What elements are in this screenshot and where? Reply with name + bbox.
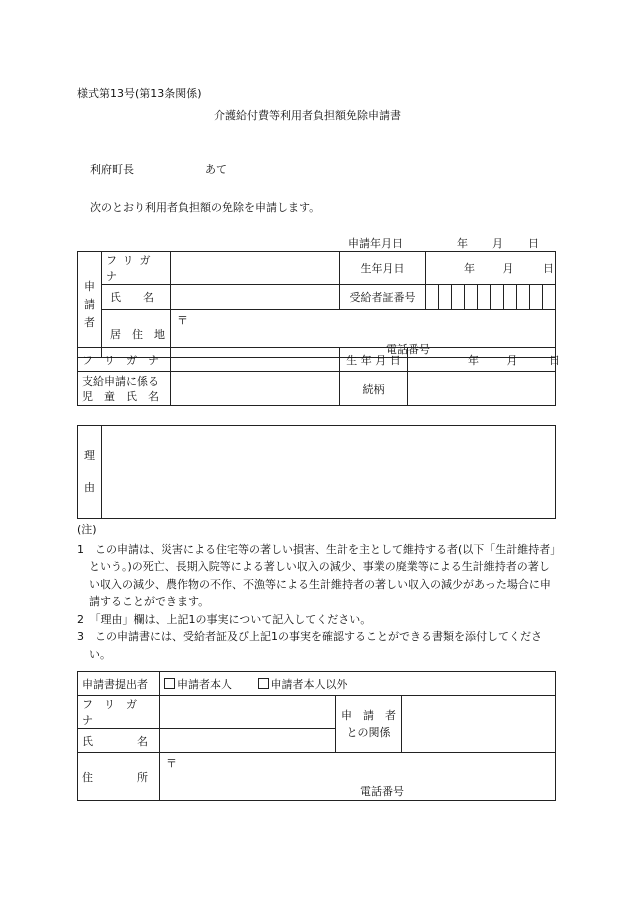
note-item-3: 3 この申請書には、受給者証及び上記1の事実を確認することができる書類を添付してください。 bbox=[77, 630, 542, 661]
checkbox-self bbox=[164, 678, 175, 689]
submitter-label: 申請書提出者 bbox=[78, 672, 160, 696]
submitter-phone-label: 電話番号 bbox=[360, 785, 404, 798]
submitter-name-field[interactable] bbox=[160, 729, 336, 753]
child-table bbox=[77, 347, 560, 406]
applicant-name-field[interactable] bbox=[171, 285, 340, 310]
application-date-day: 日 bbox=[528, 237, 539, 250]
application-date-month: 月 bbox=[492, 237, 503, 250]
submitter-relation-label: 申 請 者 との関係 bbox=[336, 696, 402, 753]
submitter-postal-mark: 〒 bbox=[166, 757, 177, 770]
child-relation-label: 続柄 bbox=[340, 372, 408, 406]
child-name-label: 支給申請に係る 児 童 氏 名 bbox=[78, 372, 171, 406]
reason-table bbox=[77, 425, 556, 519]
application-date-year: 年 bbox=[457, 237, 468, 250]
applicant-address-label: 居 住 地 bbox=[102, 310, 171, 358]
applicant-phone-label: 電話番号 bbox=[386, 343, 430, 356]
cert-number-label: 受給者証番号 bbox=[340, 285, 426, 310]
submitter-furigana-field[interactable] bbox=[160, 696, 336, 729]
applicant-name-label: 氏 名 bbox=[102, 285, 171, 310]
form-title: 介護給付費等利用者負担額免除申請書 bbox=[214, 109, 401, 122]
child-birth-label: 生 年 月 日 bbox=[340, 348, 408, 372]
note-item-2: 2 「理由」欄は、上記1の事実について記入してください。 bbox=[77, 612, 372, 626]
submitter-relation-field[interactable] bbox=[402, 696, 556, 753]
note-item-1: 1 この申請は、災害による住宅等の著しい損害、生計を主として維持する者(以下「生計維持者」という。)の死亡、長期入院等による著しい収入の減少、事業の廃業等による生計維持者の著しい収入の減少、農作物の不作、不漁等による生計維持者の著しい収入の減少があった場合に申請することができます。 bbox=[77, 542, 556, 608]
applicant-birth-label: 生年月日 bbox=[340, 252, 426, 285]
notes-section bbox=[77, 521, 557, 663]
checkbox-other bbox=[258, 678, 269, 689]
applicant-birth-field[interactable]: 年 月 日 bbox=[426, 252, 556, 285]
option-self[interactable]: 申請者本人 bbox=[164, 678, 232, 691]
cert-number-field[interactable] bbox=[426, 285, 556, 310]
submitter-table bbox=[77, 671, 556, 801]
option-other[interactable]: 申請者本人以外 bbox=[258, 678, 348, 691]
applicant-furigana-field[interactable] bbox=[171, 252, 340, 285]
applicant-table bbox=[77, 251, 556, 358]
form-number: 様式第13号(第13条関係) bbox=[77, 87, 202, 100]
intro-text: 次のとおり利用者負担額の免除を申請します。 bbox=[90, 201, 321, 214]
addressee-suffix: あて bbox=[205, 163, 227, 176]
applicant-section-label: 申 請 者 bbox=[78, 252, 102, 358]
submitter-name-label: 氏 名 bbox=[78, 729, 160, 753]
reason-label: 理 由 bbox=[78, 426, 102, 519]
reason-field[interactable] bbox=[102, 426, 556, 519]
applicant-postal-mark: 〒 bbox=[177, 314, 188, 327]
addressee-name: 利府町長 bbox=[90, 163, 134, 176]
submitter-address-field[interactable] bbox=[160, 753, 556, 801]
submitter-furigana-label: フ リ ガ ナ bbox=[78, 696, 160, 729]
applicant-furigana-label: フリガナ bbox=[102, 252, 171, 285]
submitter-options bbox=[160, 672, 556, 696]
submitter-address-label: 住 所 bbox=[78, 753, 160, 801]
child-furigana-label: フ リ ガ ナ bbox=[78, 348, 171, 372]
child-name-field[interactable] bbox=[171, 372, 340, 406]
notes-heading: (注) bbox=[77, 523, 97, 536]
child-birth-field[interactable]: 年 月 日 bbox=[408, 348, 556, 372]
application-date-label: 申請年月日 bbox=[348, 237, 403, 250]
child-furigana-field[interactable] bbox=[171, 348, 340, 372]
child-relation-field[interactable] bbox=[408, 372, 556, 406]
